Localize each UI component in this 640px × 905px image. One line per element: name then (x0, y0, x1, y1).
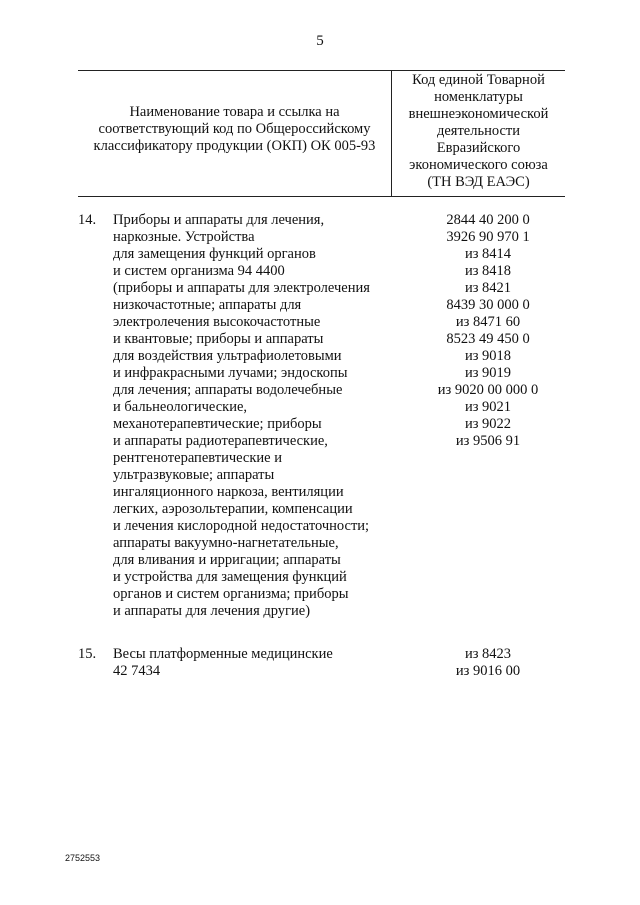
document-id: 2752553 (65, 853, 101, 863)
tnved-code: из 8421 (464, 280, 512, 296)
tnved-codes (408, 212, 568, 450)
page-number: 5 (316, 33, 324, 49)
column-header-code (392, 72, 565, 191)
product-name-line: и квантовые; приборы и аппараты (113, 331, 324, 347)
header-text-line: соответствующий код по Общероссийскому (98, 121, 371, 137)
product-name-line: электролечения высокочастотные (113, 314, 321, 330)
product-name-line: рентгенотерапевтические и (113, 450, 282, 466)
table-header-top-rule (78, 70, 565, 71)
product-name-line: для вливания и ирригации; аппараты (113, 552, 341, 568)
tnved-code: 2844 40 200 0 (446, 212, 530, 228)
header-text-line: (ТН ВЭД ЕАЭС) (427, 174, 530, 190)
header-text-line: деятельности (436, 123, 520, 139)
header-text-line: внешнеэкономической (408, 106, 549, 122)
product-name-line: аппараты вакуумно-нагнетательные, (113, 535, 339, 551)
product-name-line: низкочастотные; аппараты для (113, 297, 302, 313)
product-name-line: и устройства для замещения функций (113, 569, 347, 585)
header-text-line: классификатору продукции (ОКП) ОК 005-93 (93, 138, 376, 154)
product-name-line: ультразвуковые; аппараты (113, 467, 275, 483)
product-name-line: и систем организма 94 4400 (113, 263, 285, 279)
tnved-code: из 9020 00 000 0 (437, 382, 539, 398)
tnved-code: из 8471 60 (455, 314, 521, 330)
product-name (113, 212, 403, 620)
tnved-codes (408, 646, 568, 680)
product-name-line: и инфракрасными лучами; эндоскопы (113, 365, 348, 381)
product-name-line: для лечения; аппараты водолечебные (113, 382, 343, 398)
product-name-line: 42 7434 (113, 663, 161, 679)
product-name (113, 646, 403, 680)
header-text-line: Код единой Товарной (412, 72, 545, 88)
tnved-code: 8439 30 000 0 (446, 297, 530, 313)
product-name-line: ингаляционного наркоза, вентиляции (113, 484, 344, 500)
header-text-line: экономического союза (409, 157, 548, 173)
product-name-line: и аппараты радиотерапевтические, (113, 433, 328, 449)
tnved-code: 3926 90 970 1 (446, 229, 530, 245)
tnved-code: из 9019 (464, 365, 512, 381)
tnved-code: из 9506 91 (455, 433, 521, 449)
product-name-line: для замещения функций органов (113, 246, 316, 262)
table-header-bottom-rule (78, 196, 565, 197)
tnved-code: из 9021 (464, 399, 512, 415)
product-name-line: Весы платформенные медицинские (113, 646, 333, 662)
row-number: 15. (78, 646, 97, 662)
product-name-line: Приборы и аппараты для лечения, (113, 212, 325, 228)
column-header-name (78, 104, 391, 155)
tnved-code: из 9022 (464, 416, 512, 432)
header-text-line: номенклатуры (434, 89, 523, 105)
tnved-code: из 8418 (464, 263, 512, 279)
header-text-line: Наименование товара и ссылка на (129, 104, 340, 120)
tnved-code: из 8414 (464, 246, 512, 262)
product-name-line: для воздействия ультрафиолетовыми (113, 348, 342, 364)
product-name-line: и бальнеологические, (113, 399, 248, 415)
tnved-code: 8523 49 450 0 (446, 331, 530, 347)
product-name-line: механотерапевтические; приборы (113, 416, 322, 432)
tnved-code: из 9018 (464, 348, 512, 364)
product-name-line: наркозные. Устройства (113, 229, 255, 245)
product-name-line: и лечения кислородной недостаточности; (113, 518, 370, 534)
product-name-line: и аппараты для лечения другие) (113, 603, 311, 619)
product-name-line: (приборы и аппараты для электролечения (113, 280, 370, 296)
tnved-code: из 9016 00 (455, 663, 521, 679)
row-number: 14. (78, 212, 97, 228)
tnved-code: из 8423 (464, 646, 512, 662)
product-name-line: легких, аэрозольтерапии, компенсации (113, 501, 353, 517)
header-text-line: Евразийского (436, 140, 521, 156)
product-name-line: органов и систем организма; приборы (113, 586, 349, 602)
